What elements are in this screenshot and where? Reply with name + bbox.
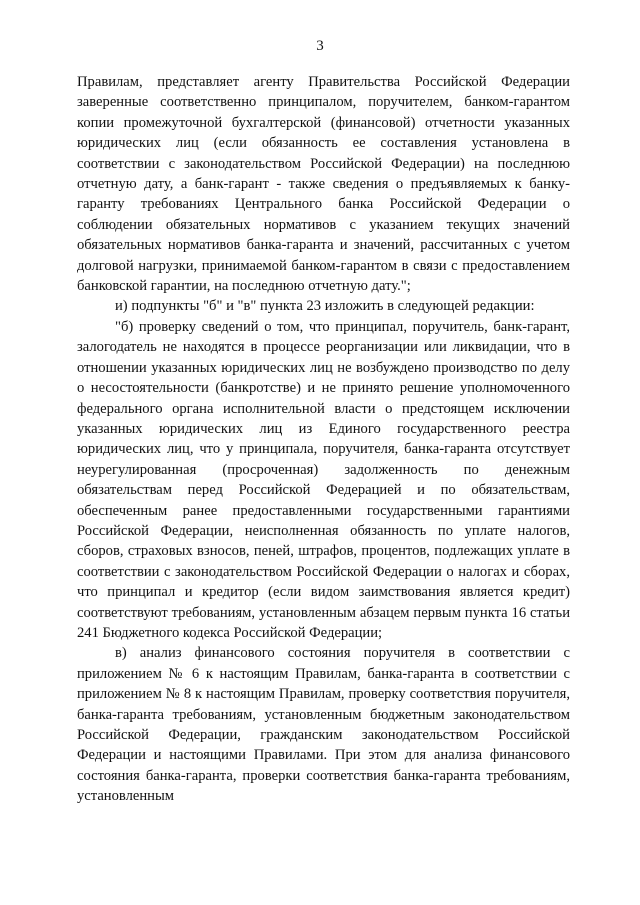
paragraph-continuation: Правилам, представляет агенту Правительства Российской Федерации заверенные соответственно принципалом, поручителем, банком-гарантом копии промежуточной бухгалтерской (финансовой) отчетности указанных юридических лиц (если обязанность ее составления установлена в соответствии с законодательством Российской Федерации) на последнюю отчетную дату, а банк-гарант - также сведения о предъявляемых к банку-гаранту требованиях Центрального банка Российской Федерации о соблюдении обязательных нормативов с указанием текущих значений обязательных нормативов банка-гаранта и значений, рассчитанных с учетом долговой нагрузки, принимаемой банком-гарантом в связи с предоставлением банковской гарантии, на последнюю отчетную дату."; — [77, 74, 570, 295]
paragraph-subitem-v: в) анализ финансового состояния поручителя в соответствии с приложением № 6 к настоящим Правилам, банка-гаранта в соответствии с приложением № 8 к настоящим Правилам, проверку соответствия поручителя, банка-гаранта требованиям, установленным бюджетным законодательством Российской Федерации, гражданским законодательством Российской Федерации и настоящими Правилами. При этом для анализа финансового состояния банка-гаранта, проверки соответствия банка-гаранта требованиям, установленным — [77, 645, 570, 805]
paragraph-item-i: и) подпункты "б" и "в" пункта 23 изложить в следующей редакции: — [115, 298, 535, 315]
paragraph-subitem-b: "б) проверку сведений о том, что принципал, поручитель, банк-гарант, залогодатель не находятся в процессе реорганизации или ликвидации, что в отношении указанных юридических лиц не возбуждено производство по делу о несостоятельности (банкротстве) и не принято решение уполномоченного федерального органа исполнительной власти о предстоящем исключении указанных юридических лиц из Единого государственного реестра юридических лиц, что у принципала, поручителя, банка-гаранта отсутствует неурегулированная (просроченная) задолженность по денежным обязательствам перед Российской Федерацией и по обязательствам, обеспеченным ранее предоставленными государственными гарантиями Российской Федерации, неисполненная обязанность по уплате налогов, сборов, страховых взносов, пеней, штрафов, процентов, подлежащих уплате в соответствии с законодательством Российской Федерации о налогах и сборах, что принципал и кредитор (если видом заимствования является кредит) соответствуют требованиям, установленным абзацем первым пункта 16 статьи 241 Бюджетного кодекса Российской Федерации; — [77, 318, 570, 641]
page-number: 3 — [316, 38, 324, 54]
document-body — [77, 72, 570, 807]
